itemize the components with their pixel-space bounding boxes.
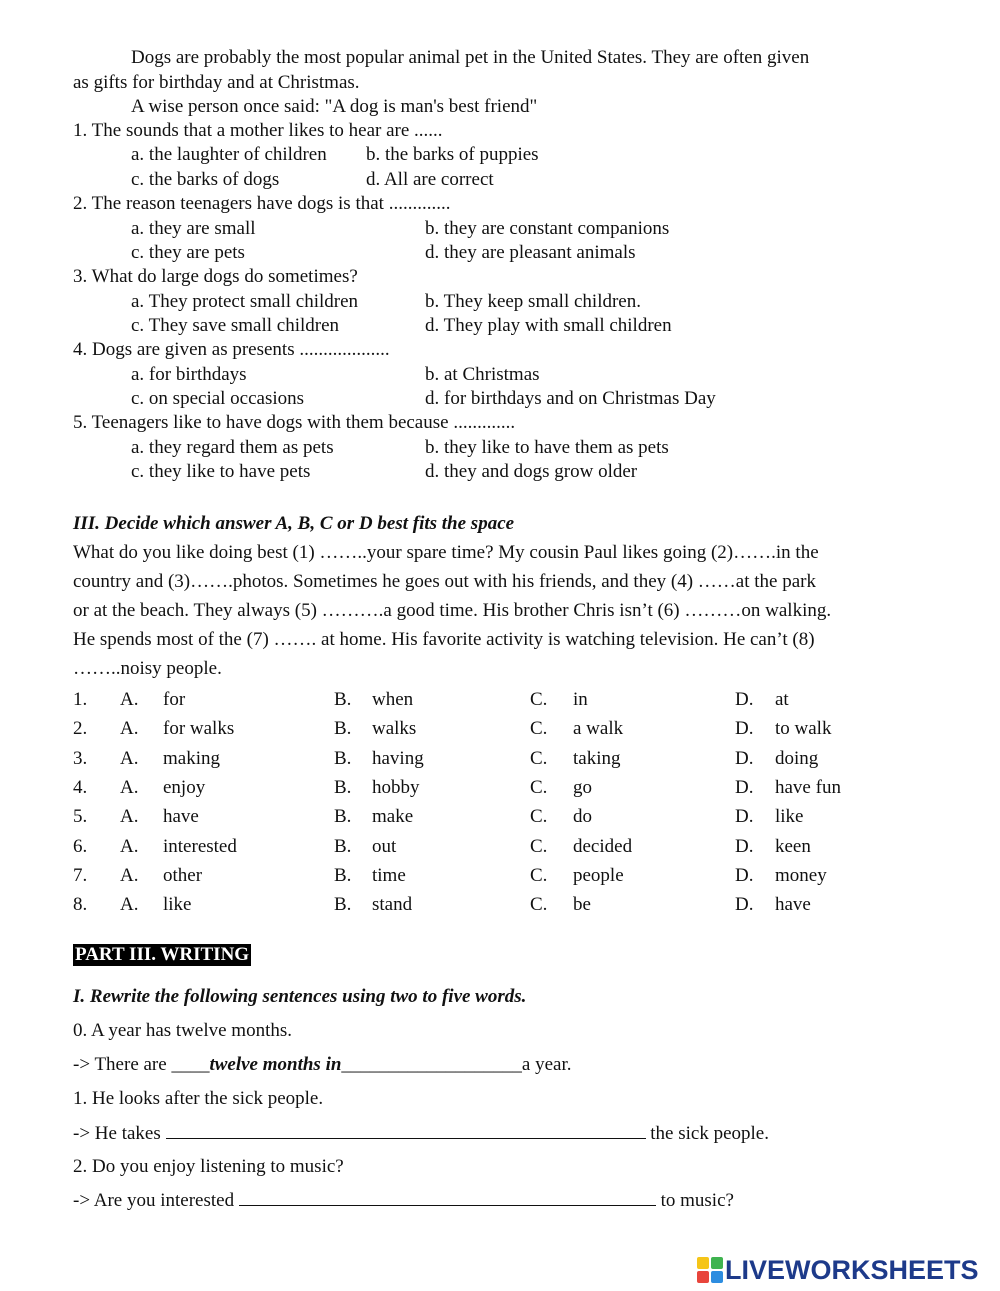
option-c-text[interactable]: a walk — [573, 718, 624, 739]
option-b[interactable]: b. they are constant companions — [425, 218, 670, 239]
option-letter-b: B. — [334, 748, 352, 769]
example-answer: twelve months in — [209, 1054, 342, 1075]
option-b-text[interactable]: time — [372, 865, 406, 886]
option-b[interactable]: b. they like to have them as pets — [425, 437, 669, 458]
option-row — [0, 832, 860, 861]
option-b[interactable]: b. at Christmas — [425, 364, 540, 385]
option-d-text[interactable]: money — [775, 865, 827, 886]
options-row — [131, 436, 731, 460]
option-a-text[interactable]: other — [163, 865, 203, 886]
logo-text: LIVEWORKSHEETS — [725, 1254, 979, 1285]
option-c[interactable]: c. they are pets — [131, 242, 245, 263]
option-letter-c: C. — [530, 894, 548, 915]
option-row — [0, 685, 860, 714]
rewrite-prefix: -> He takes — [73, 1123, 161, 1144]
option-a[interactable]: a. for birthdays — [131, 364, 247, 385]
cloze-passage-line: country and (3)…….photos. Sometimes he goes out with his friends, and they (4) ……at the park — [73, 571, 816, 592]
part-title: PART III. WRITING — [75, 944, 250, 965]
option-number: 3. — [73, 748, 88, 769]
option-d[interactable]: d. They play with small children — [425, 315, 672, 336]
option-letter-b: B. — [334, 689, 352, 710]
option-c-text[interactable]: do — [573, 806, 592, 827]
cloze-passage-line: What do you like doing best (1) ……..your spare time? My cousin Paul likes going (2)…….in the — [73, 542, 819, 563]
options-row — [131, 460, 731, 484]
option-letter-b: B. — [334, 718, 352, 739]
logo-square — [711, 1257, 723, 1269]
option-letter-a: A. — [120, 748, 139, 769]
option-b-text[interactable]: out — [372, 836, 397, 857]
option-letter-c: C. — [530, 865, 548, 886]
logo-mark-icon — [697, 1257, 723, 1283]
options-row — [131, 387, 771, 411]
option-letter-b: B. — [334, 806, 352, 827]
option-number: 2. — [73, 718, 88, 739]
options-row — [131, 241, 731, 265]
option-letter-d: D. — [735, 894, 754, 915]
question-4: 4. Dogs are given as presents ................... — [73, 339, 390, 360]
option-b[interactable]: b. the barks of puppies — [366, 144, 539, 165]
option-c-text[interactable]: decided — [573, 836, 633, 857]
option-b[interactable]: b. They keep small children. — [425, 291, 641, 312]
option-letter-a: A. — [120, 718, 139, 739]
liveworksheets-logo — [697, 1255, 979, 1285]
option-letter-b: B. — [334, 865, 352, 886]
example-sentence: 0. A year has twelve months. — [73, 1020, 292, 1041]
options-row — [131, 168, 551, 192]
rewrite-line — [73, 1189, 734, 1213]
option-a-text[interactable]: for — [163, 689, 186, 710]
answer-blank-1[interactable] — [166, 1122, 646, 1139]
option-d-text[interactable]: keen — [775, 836, 811, 857]
option-a[interactable]: a. the laughter of children — [131, 144, 327, 165]
option-d-text[interactable]: have fun — [775, 777, 841, 798]
option-number: 5. — [73, 806, 88, 827]
option-letter-b: B. — [334, 777, 352, 798]
option-a-text[interactable]: have — [163, 806, 199, 827]
options-row — [131, 290, 731, 314]
option-letter-a: A. — [120, 894, 139, 915]
question-5: 5. Teenagers like to have dogs with them because ............. — [73, 412, 516, 433]
option-letter-d: D. — [735, 689, 754, 710]
option-d-text[interactable]: to walk — [775, 718, 832, 739]
option-a[interactable]: a. they regard them as pets — [131, 437, 334, 458]
option-c[interactable]: c. they like to have pets — [131, 461, 311, 482]
rewrite-suffix: ___________________a year. — [341, 1054, 572, 1075]
rewrite-line — [73, 1122, 769, 1146]
option-c[interactable]: c. They save small children — [131, 315, 340, 336]
option-d-text[interactable]: at — [775, 689, 789, 710]
option-row — [0, 714, 860, 743]
options-row — [131, 363, 771, 387]
option-a-text[interactable]: interested — [163, 836, 237, 857]
logo-square — [711, 1271, 723, 1283]
option-c-text[interactable]: in — [573, 689, 588, 710]
option-letter-a: A. — [120, 836, 139, 857]
question-sentence: 1. He looks after the sick people. — [73, 1088, 324, 1109]
option-b-text[interactable]: hobby — [372, 777, 420, 798]
question-1: 1. The sounds that a mother likes to hear are ...... — [73, 120, 443, 141]
option-b-text[interactable]: make — [372, 806, 414, 827]
option-letter-c: C. — [530, 689, 548, 710]
rewrite-suffix: the sick people. — [650, 1123, 769, 1144]
options-row — [131, 314, 731, 338]
logo-square — [697, 1257, 709, 1269]
question-2: 2. The reason teenagers have dogs is that ............. — [73, 193, 451, 214]
cloze-passage-line: He spends most of the (7) ……. at home. His favorite activity is watching television. He can’t (8) — [73, 629, 815, 650]
option-row — [0, 890, 860, 919]
option-c-text[interactable]: taking — [573, 748, 621, 769]
option-number: 4. — [73, 777, 88, 798]
option-a-text[interactable]: like — [163, 894, 192, 915]
passage-line: A wise person once said: "A dog is man's best friend" — [131, 96, 538, 117]
options-row — [131, 217, 731, 241]
passage-line: Dogs are probably the most popular animal pet in the United States. They are often given — [131, 47, 810, 68]
option-letter-c: C. — [530, 748, 548, 769]
option-letter-a: A. — [120, 865, 139, 886]
option-d-text[interactable]: doing — [775, 748, 819, 769]
option-letter-d: D. — [735, 865, 754, 886]
cloze-passage-line: or at the beach. They always (5) ……….a good time. His brother Chris isn’t (6) ………on walking. — [73, 600, 832, 621]
option-letter-c: C. — [530, 718, 548, 739]
option-letter-d: D. — [735, 836, 754, 857]
option-letter-c: C. — [530, 777, 548, 798]
question-sentence: 2. Do you enjoy listening to music? — [73, 1156, 344, 1177]
option-c-text[interactable]: be — [573, 894, 591, 915]
option-number: 8. — [73, 894, 88, 915]
option-b-text[interactable]: walks — [372, 718, 417, 739]
option-row — [0, 802, 860, 831]
option-c[interactable]: c. the barks of dogs — [131, 169, 280, 190]
answer-blank-2[interactable] — [239, 1189, 656, 1206]
cloze-passage-line: ……..noisy people. — [73, 658, 222, 679]
option-c[interactable]: c. on special occasions — [131, 388, 305, 409]
passage-line: as gifts for birthday and at Christmas. — [73, 72, 360, 93]
option-letter-b: B. — [334, 894, 352, 915]
option-row — [0, 744, 860, 773]
option-letter-c: C. — [530, 836, 548, 857]
example-rewrite — [73, 1053, 572, 1077]
option-d-text[interactable]: like — [775, 806, 804, 827]
option-a[interactable]: a. they are small — [131, 218, 256, 239]
option-d[interactable]: d. All are correct — [366, 169, 494, 190]
option-letter-c: C. — [530, 806, 548, 827]
option-d-text[interactable]: have — [775, 894, 811, 915]
option-letter-d: D. — [735, 718, 754, 739]
option-a[interactable]: a. They protect small children — [131, 291, 359, 312]
section-heading: III. Decide which answer A, B, C or D best fits the space — [73, 513, 515, 534]
option-b-text[interactable]: having — [372, 748, 424, 769]
rewrite-prefix: -> Are you interested — [73, 1190, 235, 1211]
logo-square — [697, 1271, 709, 1283]
option-letter-d: D. — [735, 748, 754, 769]
option-a-text[interactable]: enjoy — [163, 777, 206, 798]
option-number: 1. — [73, 689, 88, 710]
option-letter-d: D. — [735, 806, 754, 827]
option-row — [0, 861, 860, 890]
option-number: 7. — [73, 865, 88, 886]
option-a-text[interactable]: making — [163, 748, 220, 769]
option-a-text[interactable]: for walks — [163, 718, 235, 739]
option-d[interactable]: d. for birthdays and on Christmas Day — [425, 388, 716, 409]
question-3: 3. What do large dogs do sometimes? — [73, 266, 358, 287]
option-c-text[interactable]: people — [573, 865, 624, 886]
option-number: 6. — [73, 836, 88, 857]
options-row — [131, 143, 551, 167]
option-b-text[interactable]: when — [372, 689, 414, 710]
option-letter-a: A. — [120, 777, 139, 798]
rewrite-prefix: -> There are ____ — [73, 1054, 210, 1075]
option-letter-a: A. — [120, 689, 139, 710]
option-d[interactable]: d. they are pleasant animals — [425, 242, 636, 263]
option-row — [0, 773, 860, 802]
rewrite-suffix: to music? — [660, 1190, 734, 1211]
option-c-text[interactable]: go — [573, 777, 592, 798]
option-letter-b: B. — [334, 836, 352, 857]
option-letter-d: D. — [735, 777, 754, 798]
section-heading: I. Rewrite the following sentences using two to five words. — [73, 986, 527, 1007]
option-d[interactable]: d. they and dogs grow older — [425, 461, 638, 482]
option-letter-a: A. — [120, 806, 139, 827]
option-b-text[interactable]: stand — [372, 894, 413, 915]
